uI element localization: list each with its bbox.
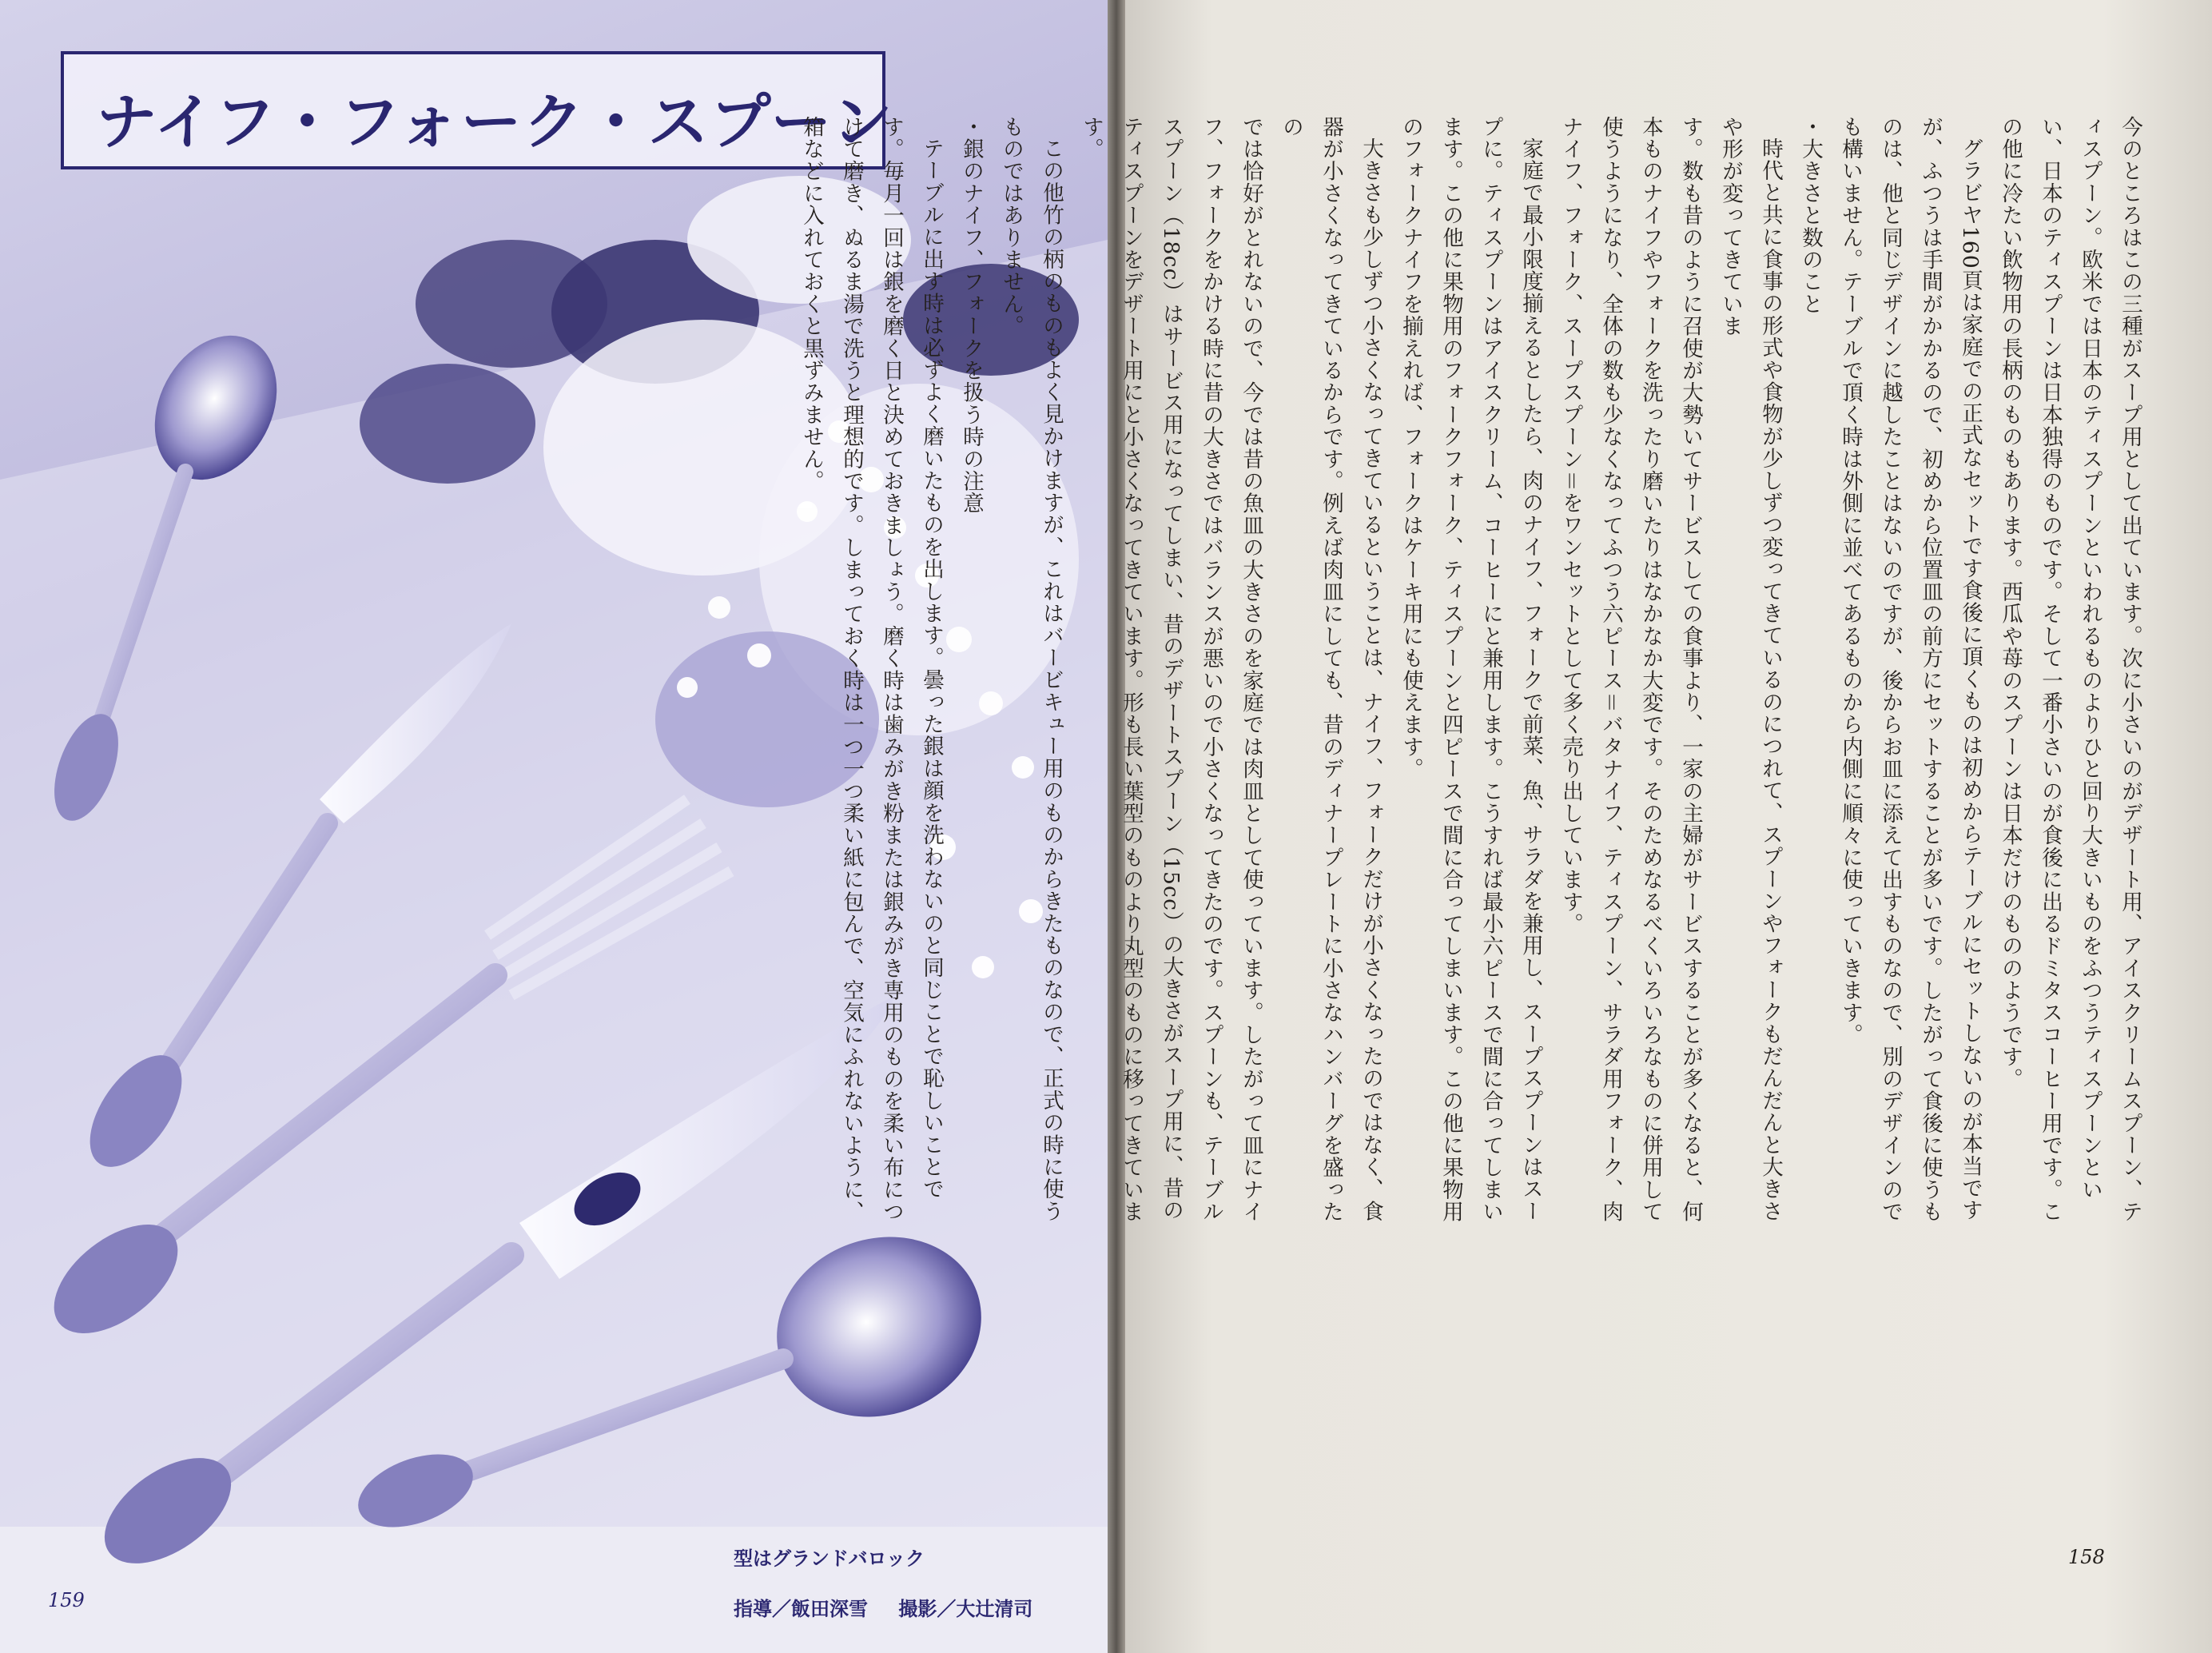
page-number-left: 159 xyxy=(48,1589,85,1611)
paragraph: す。数も昔のように召使が大勢いてサービスしての食事より、一家の主婦がサービスすることが多くなると、何本ものナイフやフォークを洗ったり磨いたりはなかなか大変です。そのためなるべくいろいろなものに併用して使うようになり、全体の数も少なくなってふつう六ピース＝バタナイフ、ティスプーン、サラダ用フォーク、肉ナイフ、フォーク、スープスプーン＝をワンセットとして多く売り出しています。 xyxy=(1558,116,1703,1223)
paragraph: グラビヤ160頁は家庭での正式なセットです食後に頂くものは初めからテーブルにセットしないのが本当ですが、ふつうは手間がかかるので、初めから位置皿の前方にセットすることが多いです。したがって食後に使うものは、他と同じデザインに越したことはないのですが、後からお皿に添えて出すものなので、別のデザインのでも構いません。テーブルで頂く時は外側に並べてあるものから内側に順々に使っていきます。 xyxy=(1838,116,1983,1223)
credit-guidance: 指導／飯田深雪 xyxy=(734,1598,868,1620)
page-title: ナイフ・フォーク・スプーン xyxy=(96,86,894,157)
paragraph: では恰好がとれないので、今では昔の魚皿の大きさのを家庭では肉皿として使っています。したがって皿にナイフ、フォークをかける時に昔の大きさではバランスが悪いので小さくなってきたのです。スプーンも、テーブルスプーン（18cc）はサービス用になってしまい、昔のデザートスプーン（15cc）の大きさがスープ用に、昔のティスプーンをデザート用にと小さくなってきています。形も長い葉型のものより丸型のものに移ってきています。 xyxy=(1079,116,1263,1223)
paragraph: 時代と共に食事の形式や食物が少しずつ変ってきているのにつれて、スプーンやフォークもだんだんと大きさや形が変ってきていま xyxy=(1718,116,1783,1222)
title-box xyxy=(61,51,894,169)
vertical-text-body xyxy=(799,116,2150,1235)
section-heading: ・銀のナイフ、フォークを扱う時の注意 xyxy=(959,116,984,515)
paragraph: 今のところはこの三種がスープ用として出ています。次に小さいのがデザート用、アイスクリームスプーン、ティスプーン。欧米では日本のティスプーンといわれるものよりひと回り大きいものをふつうティスプーンといい、日本のティスプーンは日本独得のものです。そして一番小さいのが食後に出るドミタスコーヒー用です。この他に冷たい飲物用の長柄のものもあります。西瓜や苺のスプーンは日本だけのもののようです。 xyxy=(1998,116,2142,1223)
paragraph: 大きさも少しずつ小さくなってきているということは、ナイフ、フォークだけが小さくなったのではなく、食器が小さくなってきているからです。例えば肉皿にしても、昔のディナープレートに小さなハンバーグを盛ったの xyxy=(1279,116,1383,1223)
paragraph: 家庭で最小限度揃えるとしたら、肉のナイフ、フォークで前菜、魚、サラダを兼用し、スープスプーンはスープに。ティスプーンはアイスクリーム、コーヒーにと兼用します。こうすれば最小六ピースで間に合ってしまいます。この他に果物用のフォークフォーク、ティスプーンと四ピースで間に合ってしまいます。この他に果物用のフォークナイフを揃えれば、フォークはケーキ用にも使えます。 xyxy=(1398,116,1543,1223)
style-caption: 型はグランドバロック xyxy=(734,1547,925,1570)
credit-photo: 撮影／大辻清司 xyxy=(898,1598,1033,1620)
paragraph: この他竹の柄のものもよく見かけますが、これはバービキュー用のものからきたものなので、正式の時に使うものではありません。 xyxy=(999,116,1064,1222)
credits xyxy=(734,1593,1056,1621)
page-number-right: 158 xyxy=(2068,1546,2105,1568)
section-heading: ・大きさと数のこと xyxy=(1798,116,1823,316)
paragraph: テーブルに出す時は必ずよく磨いたものを出します。曇った銀は顔を洗わないのと同じことで恥しいことです。毎月一回は銀を磨く日と決めておきましょう。磨く時は歯みがき粉または銀みがき専用のものを柔い布につけて磨き、ぬるま湯で洗うと理想的です。しまっておく時は一つ一つ柔い紙に包んで、空気にふれないように、箱などに入れておくと黒ずみません。 xyxy=(799,116,944,1223)
